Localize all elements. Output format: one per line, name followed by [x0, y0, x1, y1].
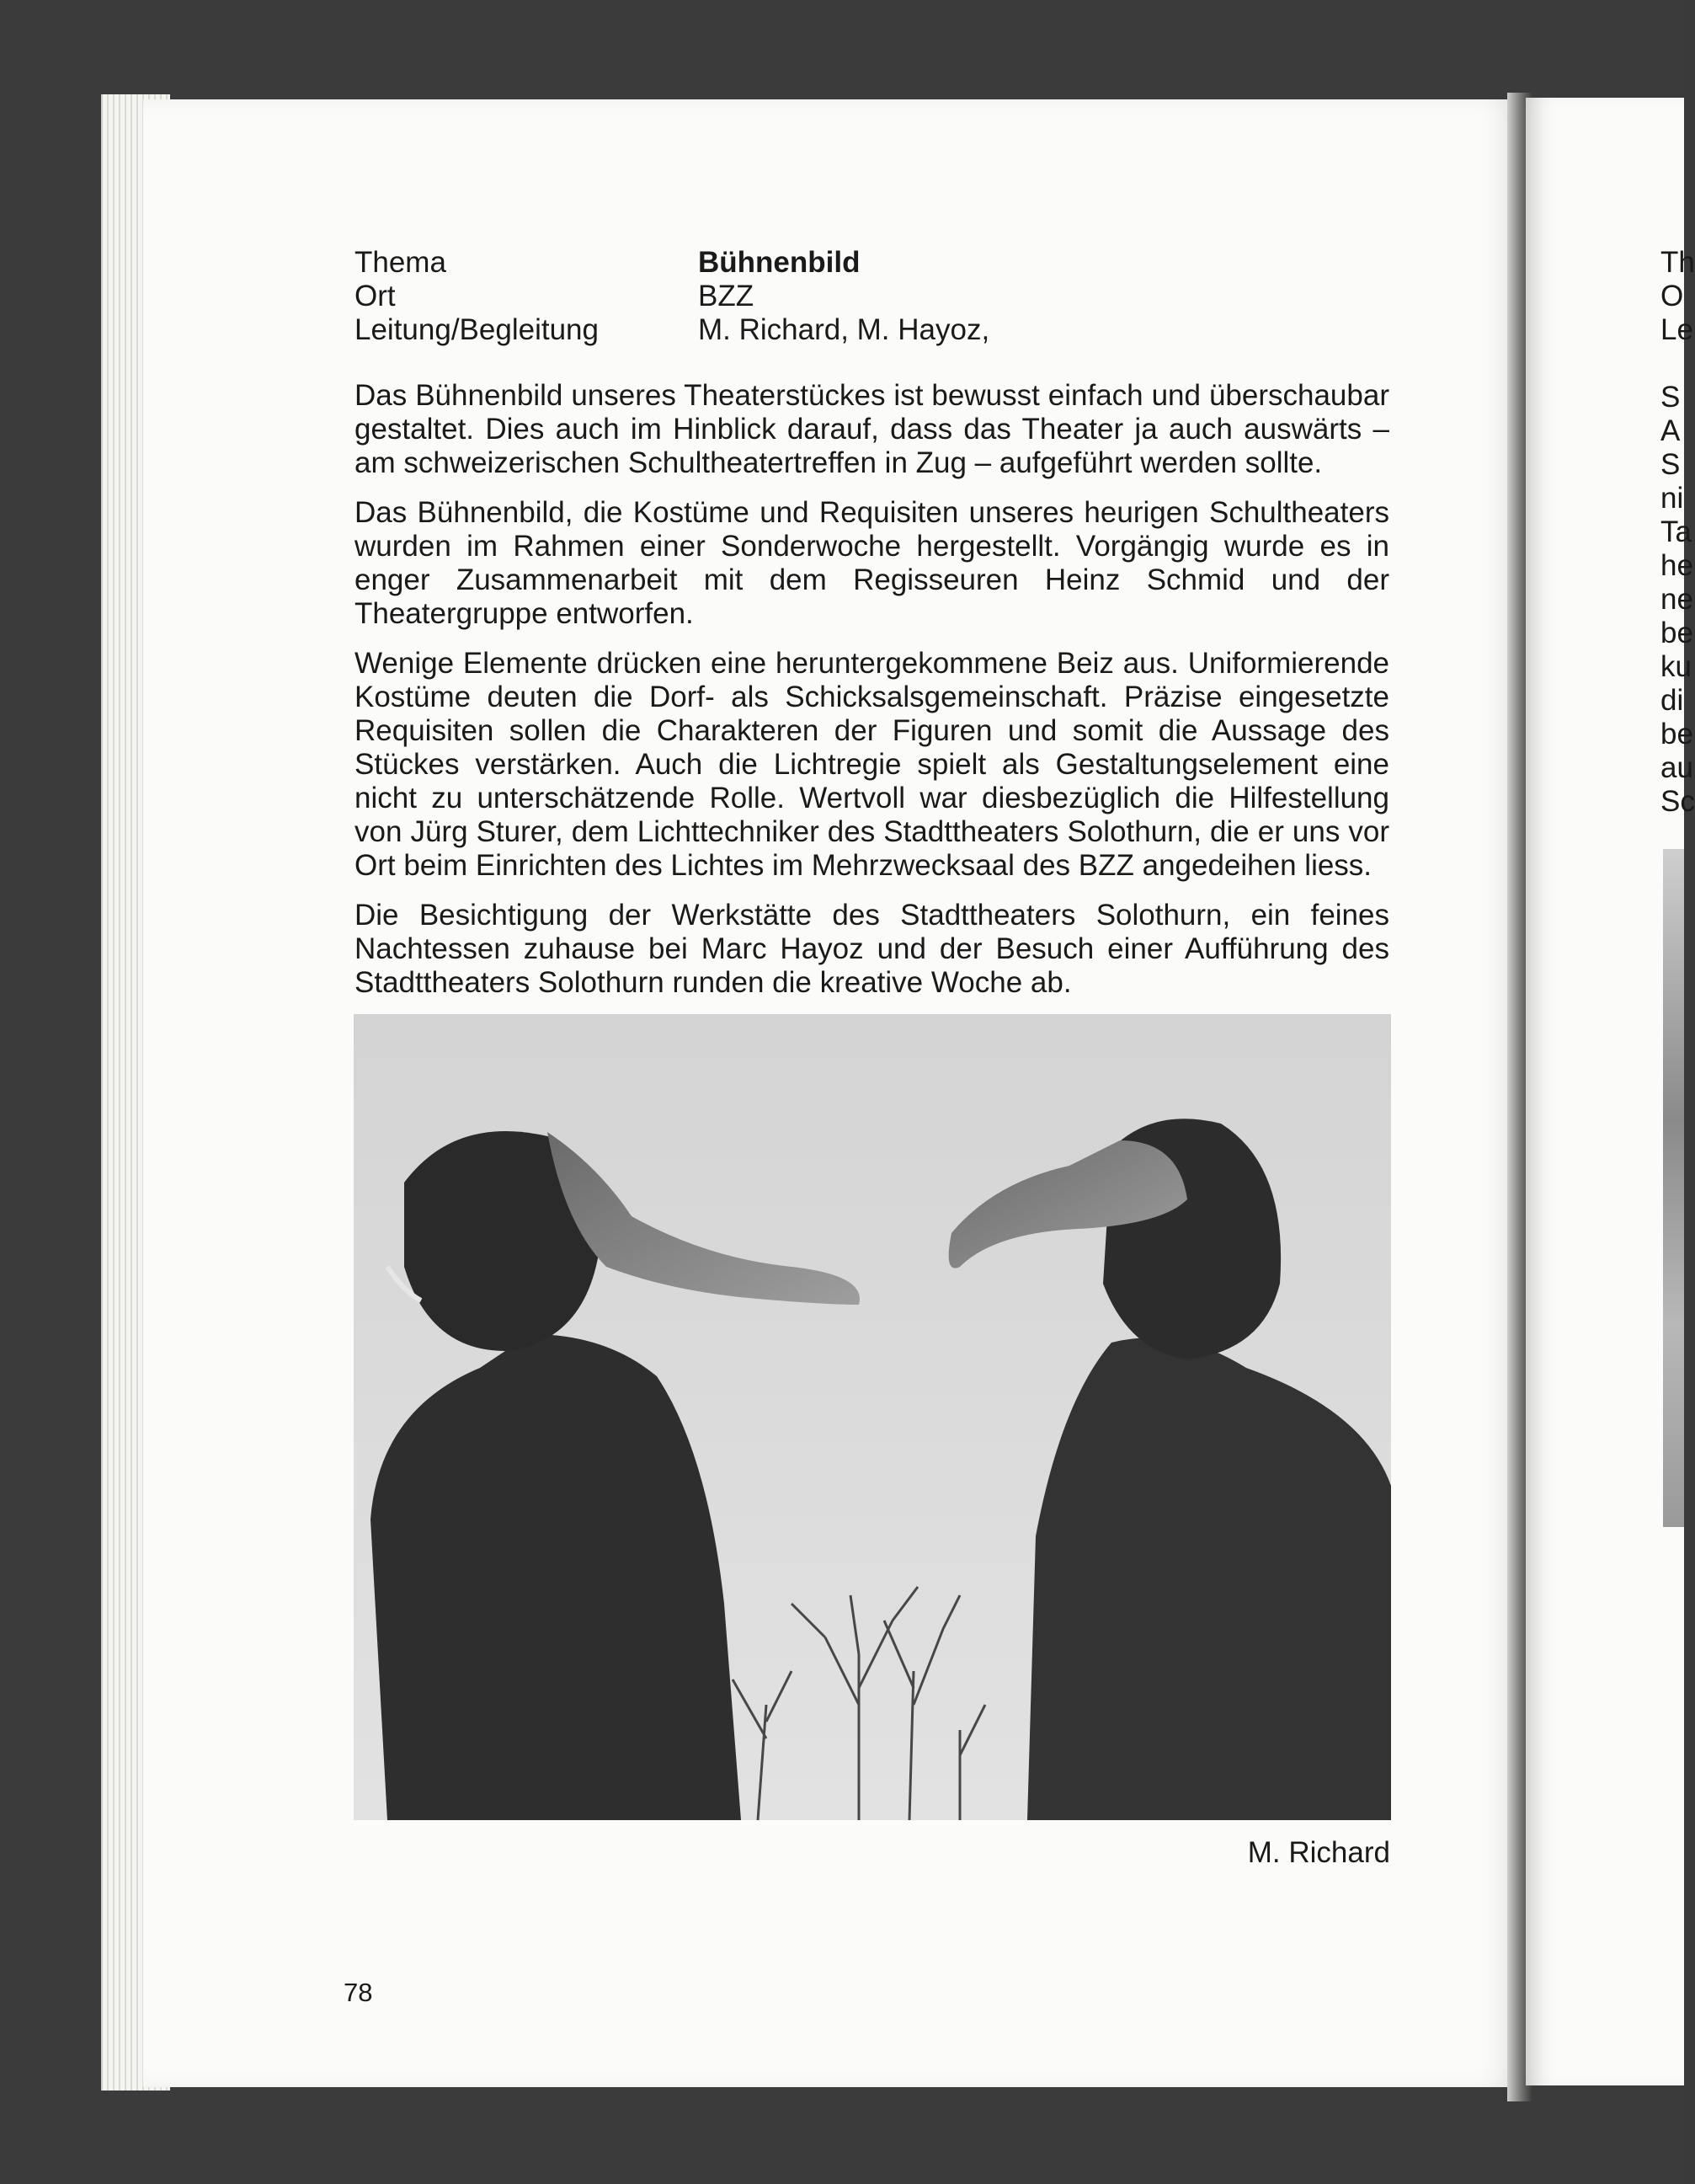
next-page-fragment: be — [1660, 617, 1693, 649]
paragraph: Das Bühnenbild unseres Theaterstückes ist bewusst einfach und überschaubar gestaltet. Dies auch im Hinblick darauf, dass das Theater ja auch auswärts – am schweizerischen Schultheatertreffen in Zug – aufgeführt werden sollte. — [354, 379, 1389, 479]
paragraph: Die Besichtigung der Werkstätte des Stadttheaters Solothurn, ein feines Nachtessen zuhause bei Marc Hayoz und der Besuch einer Aufführung des Stadttheaters Solothurn runden die kreative Woche ab. — [354, 899, 1389, 999]
next-page-fragment: S — [1660, 448, 1681, 481]
next-page-fragment: ne — [1660, 583, 1693, 616]
next-page-fragment: he — [1660, 549, 1693, 582]
metadata-value-title: Bühnenbild — [698, 246, 861, 279]
photo-caption: M. Richard — [1247, 1836, 1390, 1869]
next-page-fragment: au — [1660, 751, 1693, 784]
next-page-fragment: S — [1660, 381, 1681, 414]
metadata-label: Ort — [354, 280, 396, 312]
next-page-photo-edge — [1663, 849, 1684, 1527]
next-page-fragment: ni — [1660, 482, 1684, 515]
metadata-row-ort — [354, 280, 989, 313]
photo-masked-figures — [354, 1014, 1391, 1820]
metadata-value: M. Richard, M. Hayoz, — [698, 313, 990, 346]
page-number: 78 — [344, 1978, 373, 2007]
metadata-table — [354, 246, 989, 347]
article-body — [354, 379, 1389, 1016]
metadata-label: Thema — [354, 246, 446, 279]
next-page-fragment: be — [1660, 718, 1693, 750]
next-page-fragment: Le — [1660, 313, 1693, 346]
metadata-label: Leitung/Begleitung — [354, 313, 599, 346]
metadata-value: BZZ — [698, 280, 754, 312]
next-page-fragment: Sc — [1660, 785, 1695, 818]
metadata-row-leitung — [354, 313, 989, 347]
paragraph: Wenige Elemente drücken eine heruntergekommene Beiz aus. Uniformierende Kostüme deuten die Dorf- als Schicksalsgemeinschaft. Präzise eingesetzte Requisiten sollen die Charakteren der Figuren und somit die Aussage des Stückes verstärken. Auch die Lichtregie spielt als Gestaltungselement eine nicht zu unterschätzende Rolle. Wertvoll war diesbezüglich die Hilfestellung von Jürg Sturer, dem Lichttechniker des Stadttheaters Solothurn, die er uns vor Ort beim Einrichten des Lichtes im Mehrzwecksaal des BZZ angedeihen liess. — [354, 647, 1389, 882]
next-page-fragment: di — [1660, 684, 1684, 717]
next-page-fragment: O — [1660, 280, 1684, 312]
photo-illustration — [354, 1014, 1391, 1820]
next-page-fragment: ku — [1660, 650, 1692, 683]
next-page-fragment: Th — [1660, 246, 1695, 279]
paragraph: Das Bühnenbild, die Kostüme und Requisiten unseres heurigen Schultheaters wurden im Rahmen einer Sonderwoche hergestellt. Vorgängig wurde es in enger Zusammenarbeit mit dem Regisseuren Heinz Schmid und der Theatergruppe entworfen. — [354, 496, 1389, 630]
next-page-fragment: Ta — [1660, 515, 1692, 548]
metadata-row-thema — [354, 246, 989, 280]
next-page-fragment: A — [1660, 414, 1681, 447]
